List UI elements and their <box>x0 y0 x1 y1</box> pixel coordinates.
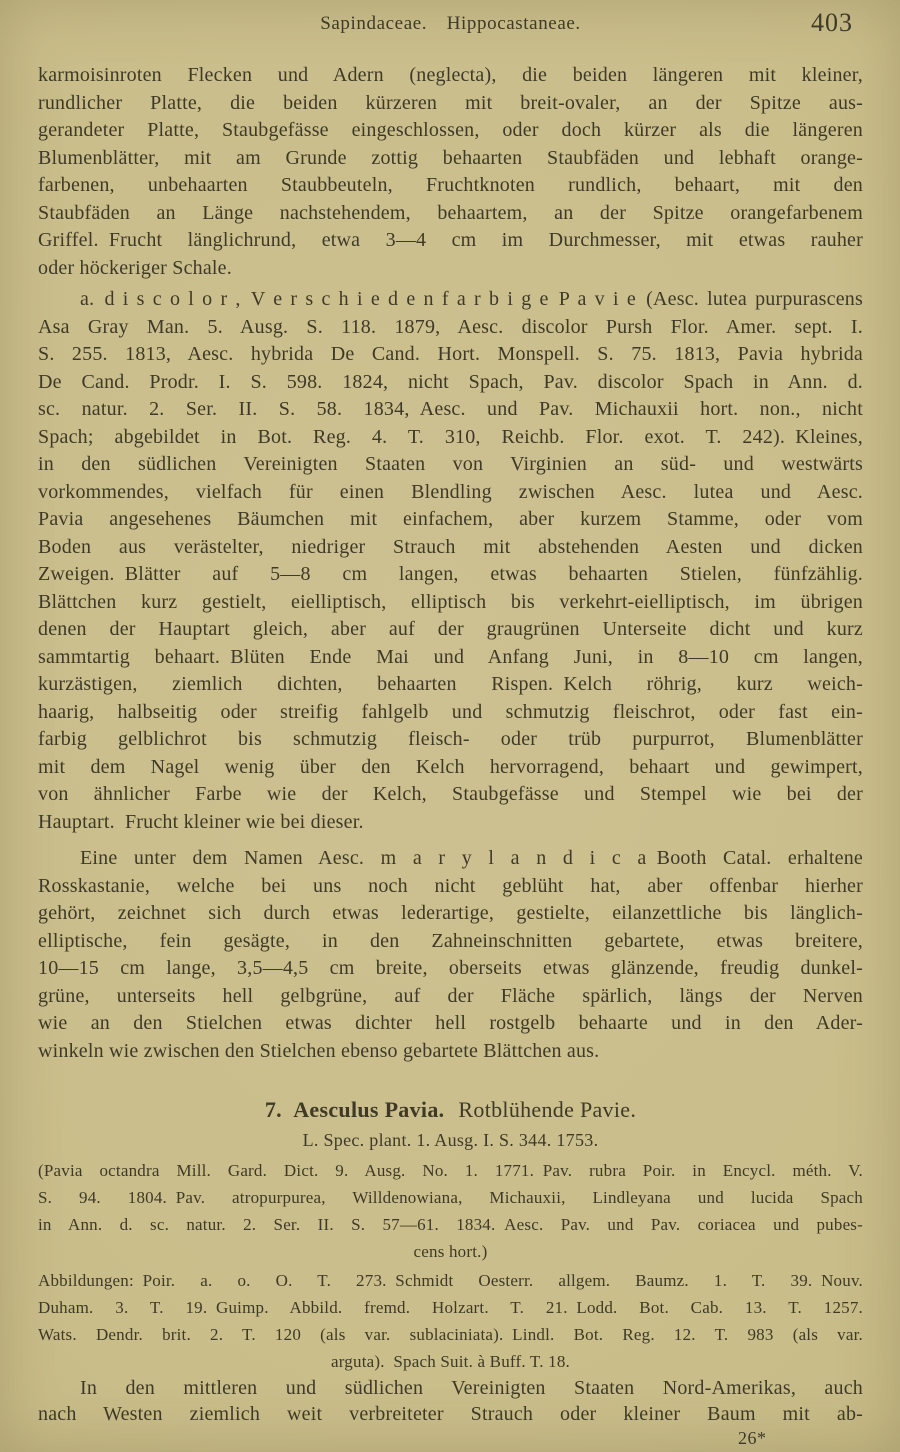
text-line: Blättchen kurz gestielt, eielliptisch, elliptisch bis verkehrt-eielliptisch, im übrigen <box>38 590 863 613</box>
text-line: nach Westen ziemlich weit verbreiteter Strauch oder kleiner Baum mit ab- <box>38 1403 863 1425</box>
text-line: (Pavia octandra Mill. Gard. Dict. 9. Ausg. No. 1. 1771. Pav. rubra Poir. in Encycl. méth. V. <box>38 1161 863 1180</box>
text-line: Boden aus verästelter, niedriger Strauch mit abstehenden Aesten und dicken <box>38 535 863 558</box>
text-line: S. 94. 1804. Pav. atropurpurea, Willdenowiana, Michauxii, Lindleyana und lucida Spach <box>38 1188 863 1207</box>
text-line: haarig, halbseitig oder streifig fahlgelb und schmutzig fleischrot, oder fast ein- <box>38 700 863 723</box>
text-line: a. d i s c o l o r , V e r s c h i e d e n f a r b i g e P a v i e (Aesc. lutea purpurascens <box>80 288 863 310</box>
text-line: farbig gelblichrot bis schmutzig fleisch- oder trüb purpurrot, Blumenblätter <box>38 728 863 750</box>
text-line: Staubfäden an Länge nachstehendem, behaartem, an der Spitze orangefarbenem <box>38 201 863 224</box>
text-line: rundlicher Platte, die beiden kürzeren mit breit-ovaler, an der Spitze aus- <box>38 91 863 114</box>
text-line: Duham. 3. T. 19. Guimp. Abbild. fremd. Holzart. T. 21. Lodd. Bot. Cab. 13. T. 1257. <box>38 1298 863 1317</box>
text-line: In den mittleren und südlichen Vereinigten Staaten Nord-Amerikas, auch <box>80 1377 863 1399</box>
text-line: sammtartig behaart. Blüten Ende Mai und Anfang Juni, in 8—10 cm langen, <box>38 645 863 668</box>
text-line: 10—15 cm lange, 3,5—4,5 cm breite, oberseits etwas glänzende, freudig dunkel- <box>38 957 863 979</box>
text-line: Pavia angesehenes Bäumchen mit einfachem, aber kurzem Stamme, oder vom <box>38 508 863 530</box>
text-line: Zweigen. Blätter auf 5—8 cm langen, etwas behaarten Stielen, fünfzählig. <box>38 563 863 585</box>
text-line: gerandeter Platte, Staubgefässe eingeschlossen, oder doch kürzer als die längeren <box>38 119 863 141</box>
text-line: Hauptart. Frucht kleiner wie bei dieser. <box>38 810 364 833</box>
text-line: in den südlichen Vereinigten Staaten von Virginien an süd- und westwärts <box>38 453 863 475</box>
text-line: Abbildungen: Poir. a. o. O. T. 273. Schmidt Oesterr. allgem. Baumz. 1. T. 39. Nouv. <box>38 1271 863 1290</box>
text-line: mit dem Nagel wenig über den Kelch hervorragend, behaart und gewimpert, <box>38 755 863 778</box>
page-footer <box>38 1427 863 1449</box>
text-line: Eine unter dem Namen Aesc. m a r y l a n d i c a Booth Catal. erhaltene <box>80 847 863 869</box>
species-heading-common-name: Rotblühende Pavie. <box>458 1097 637 1122</box>
species-reference: L. Spec. plant. 1. Ausg. I. S. 344. 1753. <box>302 1130 599 1150</box>
species-heading-number-latin: 7. Aesculus Pavia. <box>264 1097 445 1122</box>
marylandica-paragraph <box>38 845 863 1065</box>
text-line: grüne, unterseits hell gelbgrüne, auf der Fläche spärlich, längs der Nerven <box>38 984 863 1007</box>
text-line: in Ann. d. sc. natur. 2. Ser. II. S. 57—61. 1834. Aesc. Pav. und Pav. coriacea und pubes- <box>38 1215 863 1234</box>
text-line: Spach; abgebildet in Bot. Reg. 4. T. 310, Reichb. Flor. exot. T. 242). Kleines, <box>38 425 863 448</box>
text-line: Griffel. Frucht länglichrund, etwa 3—4 cm im Durchmesser, mit etwas rauher <box>38 229 863 251</box>
text-line: von ähnlicher Farbe wie der Kelch, Staubgefässe und Stempel wie bei der <box>38 783 863 805</box>
text-line: winkeln wie zwischen den Stielchen ebenso gebartete Blättchen aus. <box>38 1039 600 1062</box>
text-line: gehört, zeichnet sich durch etwas lederartige, gestielte, eilanzettliche bis länglich- <box>38 902 863 924</box>
illustrations-block <box>38 1267 863 1375</box>
text-line: Wats. Dendr. brit. 2. T. 120 (als var. sublaciniata). Lindl. Bot. Reg. 12. T. 983 (als var. <box>38 1325 863 1344</box>
text-line: arguta). Spach Suit. à Buff. T. 18. <box>331 1352 570 1371</box>
body-paragraph-continued <box>38 62 863 282</box>
text-line: denen der Hauptart gleich, aber auf der graugrünen Unterseite dicht und kurz <box>38 618 863 640</box>
text-line: Asa Gray Man. 5. Ausg. S. 118. 1879, Aesc. discolor Pursh Flor. Amer. sept. I. <box>38 315 863 338</box>
synonyms-block <box>38 1157 863 1265</box>
page-header <box>38 10 863 42</box>
text-line: S. 255. 1813, Aesc. hybrida De Cand. Hort. Monspell. S. 75. 1813, Pavia hybrida <box>38 343 863 365</box>
text-line: kurzästigen, ziemlich dichten, behaarten Rispen. Kelch röhrig, kurz weich- <box>38 673 863 695</box>
species-heading <box>38 1095 863 1125</box>
signature-mark: 26* <box>738 1428 767 1448</box>
running-title: Sapindaceae. Hippocastaneae. <box>320 13 581 34</box>
text-line: oder höckeriger Schale. <box>38 256 232 279</box>
text-line: sc. natur. 2. Ser. II. S. 58. 1834, Aesc. und Pav. Michauxii hort. non., nicht <box>38 398 863 420</box>
text-line: cens hort.) <box>413 1242 488 1261</box>
page-number: 403 <box>811 8 853 37</box>
text-line: farbenen, unbehaarten Staubbeuteln, Fruchtknoten rundlich, behaart, mit den <box>38 174 863 196</box>
text-line: De Cand. Prodr. I. S. 598. 1824, nicht Spach, Pav. discolor Spach in Ann. d. <box>38 370 863 393</box>
text-line: karmoisinroten Flecken und Adern (neglecta), die beiden längeren mit kleiner, <box>38 64 863 86</box>
text-line: Blumenblätter, mit am Grunde zottig behaarten Staubfäden und lebhaft orange- <box>38 146 863 169</box>
variant-discolor-paragraph <box>38 286 863 836</box>
text-line: wie an den Stielchen etwas dichter hell rostgelb behaarte und in den Ader- <box>38 1012 863 1034</box>
closing-paragraph <box>38 1375 863 1427</box>
text-line: Rosskastanie, welche bei uns noch nicht geblüht hat, aber offenbar hierher <box>38 874 863 897</box>
text-line: vorkommendes, vielfach für einen Blendling zwischen Aesc. lutea und Aesc. <box>38 480 863 503</box>
text-line: elliptische, fein gesägte, in den Zahneinschnitten gebartete, etwas breitere, <box>38 929 863 952</box>
